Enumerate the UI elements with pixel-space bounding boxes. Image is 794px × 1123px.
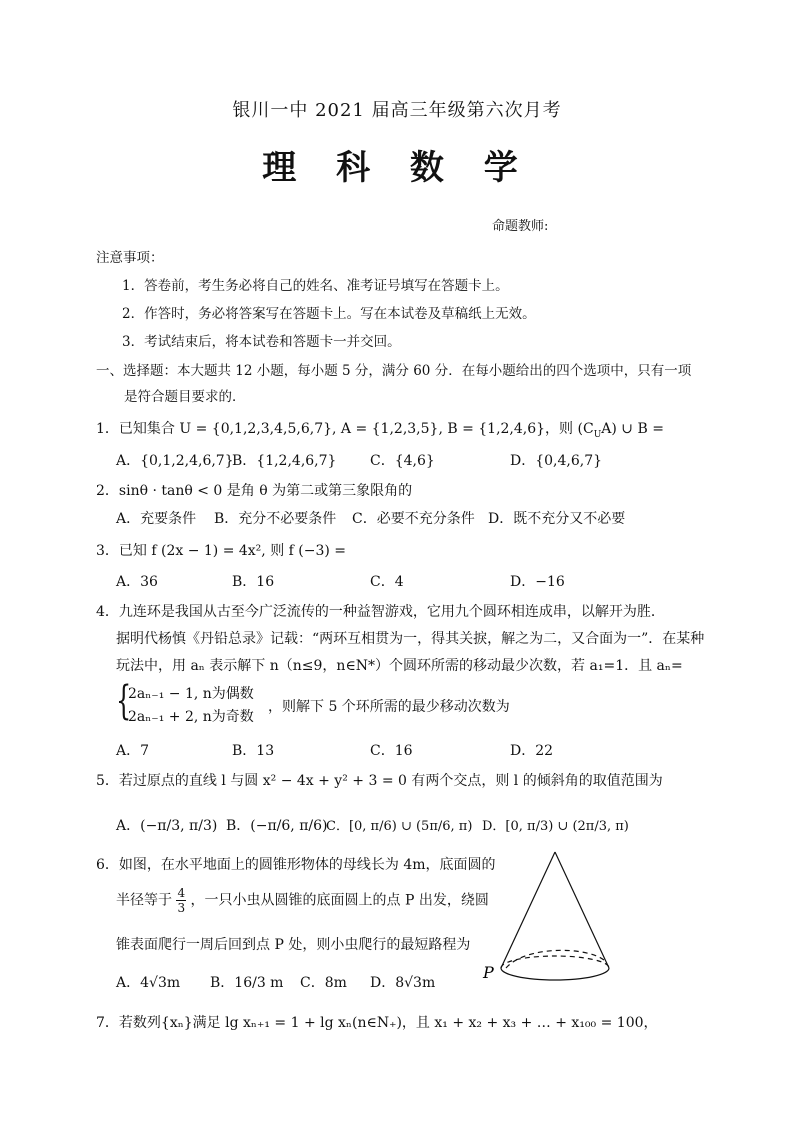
q2-option-c: C．必要不充分条件 [352, 511, 475, 527]
q5-option-a: A．(−π/3, π/3) [116, 818, 218, 834]
q1-option-b: B．{1,2,4,6,7} [232, 453, 337, 469]
q4-case-2: 2aₙ₋₁ + 2, n为奇数 [128, 709, 254, 725]
q3-option-b: B．16 [232, 574, 275, 590]
q6-fraction: $\frac{4}{3}$ [177, 886, 186, 915]
q3-option-a: A．36 [116, 574, 158, 590]
q5-option-d: D．[0, π/3) ∪ (2π/3, π) [482, 819, 629, 834]
q4-line1: 4．九连环是我国从古至今广泛流传的一种益智游戏，它用九个圆环相连成串，以解开为胜． [96, 604, 665, 620]
exam-title: 理 科 数 学 [262, 148, 532, 188]
cone-right-edge [555, 852, 609, 968]
q4-brace: { [116, 678, 132, 724]
q4-option-a: A．7 [116, 743, 150, 759]
notice-title: 注意事项： [96, 250, 164, 266]
cone-base-front [501, 968, 609, 980]
q5-stem: 5．若过原点的直线 l 与圆 x² − 4x + y² + 3 = 0 有两个交点，则 l 的倾斜角的取值范围为 [96, 773, 663, 789]
cone-base-back [501, 956, 609, 968]
q3-stem: 3．已知 f (2x − 1) = 4x², 则 f (−3) = [96, 543, 347, 559]
teacher-label: 命题教师: [492, 219, 549, 234]
q6-option-a: A．4√3m [116, 975, 181, 991]
notice-item-1: 1．答卷前，考生务必将自己的姓名、准考证号填写在答题卡上。 [122, 278, 509, 294]
section-heading-line2: 是符合题目要求的． [124, 389, 246, 405]
q1-option-d: D．{0,4,6,7} [510, 453, 603, 469]
q5-option-c: C．[0, π/6) ∪ (5π/6, π) [326, 819, 473, 834]
q4-line3: 玩法中，用 aₙ 表示解下 n（n≤9，n∈N*）个圆环所需的移动最少次数，若 a₁=1．且 aₙ= [116, 658, 683, 674]
q4-case-1: 2aₙ₋₁ − 1, n为偶数 [128, 686, 254, 702]
q6-option-c: C．8m [300, 975, 347, 991]
cone-figure [475, 850, 625, 985]
q5-option-b: B．(−π/6, π/6) [226, 818, 328, 834]
notice-item-3: 3．考试结束后，将本试卷和答题卡一并交回。 [122, 334, 401, 350]
q6-line3: 锥表面爬行一周后回到点 P 处，则小虫爬行的最短路程为 [116, 937, 471, 953]
section-heading-line1: 一、选择题：本大题共 12 小题，每小题 5 分，满分 60 分．在每小题给出的四个选项中，只有一项 [96, 363, 692, 379]
q1-option-c: C．{4,6} [370, 453, 435, 469]
q2-option-b: B．充分不必要条件 [214, 511, 337, 527]
q4-tail: ，则解下 5 个环所需的最少移动次数为 [268, 699, 510, 715]
q1-subscript: U [593, 429, 602, 440]
notice-item-2: 2．作答时，务必将答案写在答题卡上。写在本试卷及草稿纸上无效。 [122, 306, 536, 322]
q3-option-d: D．−16 [510, 574, 565, 590]
q4-option-d: D．22 [510, 743, 554, 759]
q3-option-c: C．4 [370, 574, 404, 590]
q2-option-a: A．充要条件 [116, 511, 197, 527]
q7-stem: 7．若数列{xₙ}满足 lg xₙ₊₁ = 1 + lg xₙ(n∈N₊)，且 x₁ + x₂ + x₃ + … + x₁₀₀ = 100， [96, 1015, 658, 1031]
q6-line2: 半径等于 $\frac{4}{3}$ ，一只小虫从圆锥的底面圆上的点 P 出发，绕圆 [116, 886, 489, 915]
q6-option-d: D．8√3m [370, 975, 436, 991]
exam-header: 银川一中 2021 届高三年级第六次月考 [232, 100, 562, 121]
q2-stem: 2．sinθ · tanθ < 0 是角 θ 为第二或第三象限角的 [96, 483, 413, 499]
cone-point-label: P [483, 963, 494, 982]
q4-option-b: B．13 [232, 743, 275, 759]
q4-option-c: C．16 [370, 743, 413, 759]
q2-option-d: D．既不充分又不必要 [488, 511, 626, 527]
q4-line2: 据明代杨慎《丹铅总录》记载：“两环互相贯为一，得其关捩，解之为二，又合面为一”．在某种 [116, 631, 705, 647]
q1-stem: 1．已知集合 U = {0,1,2,3,4,5,6,7}, A = {1,2,3,5}, B = {1,2,4,6}，则 $(C_UA)$ ∪ B = [96, 421, 664, 440]
q6-option-b: B．16/3 m [210, 975, 284, 991]
q1-option-a: A．{0,1,2,4,6,7} [116, 453, 234, 469]
q6-line1: 6．如图，在水平地面上的圆锥形物体的母线长为 4m，底面圆的 [96, 857, 496, 873]
